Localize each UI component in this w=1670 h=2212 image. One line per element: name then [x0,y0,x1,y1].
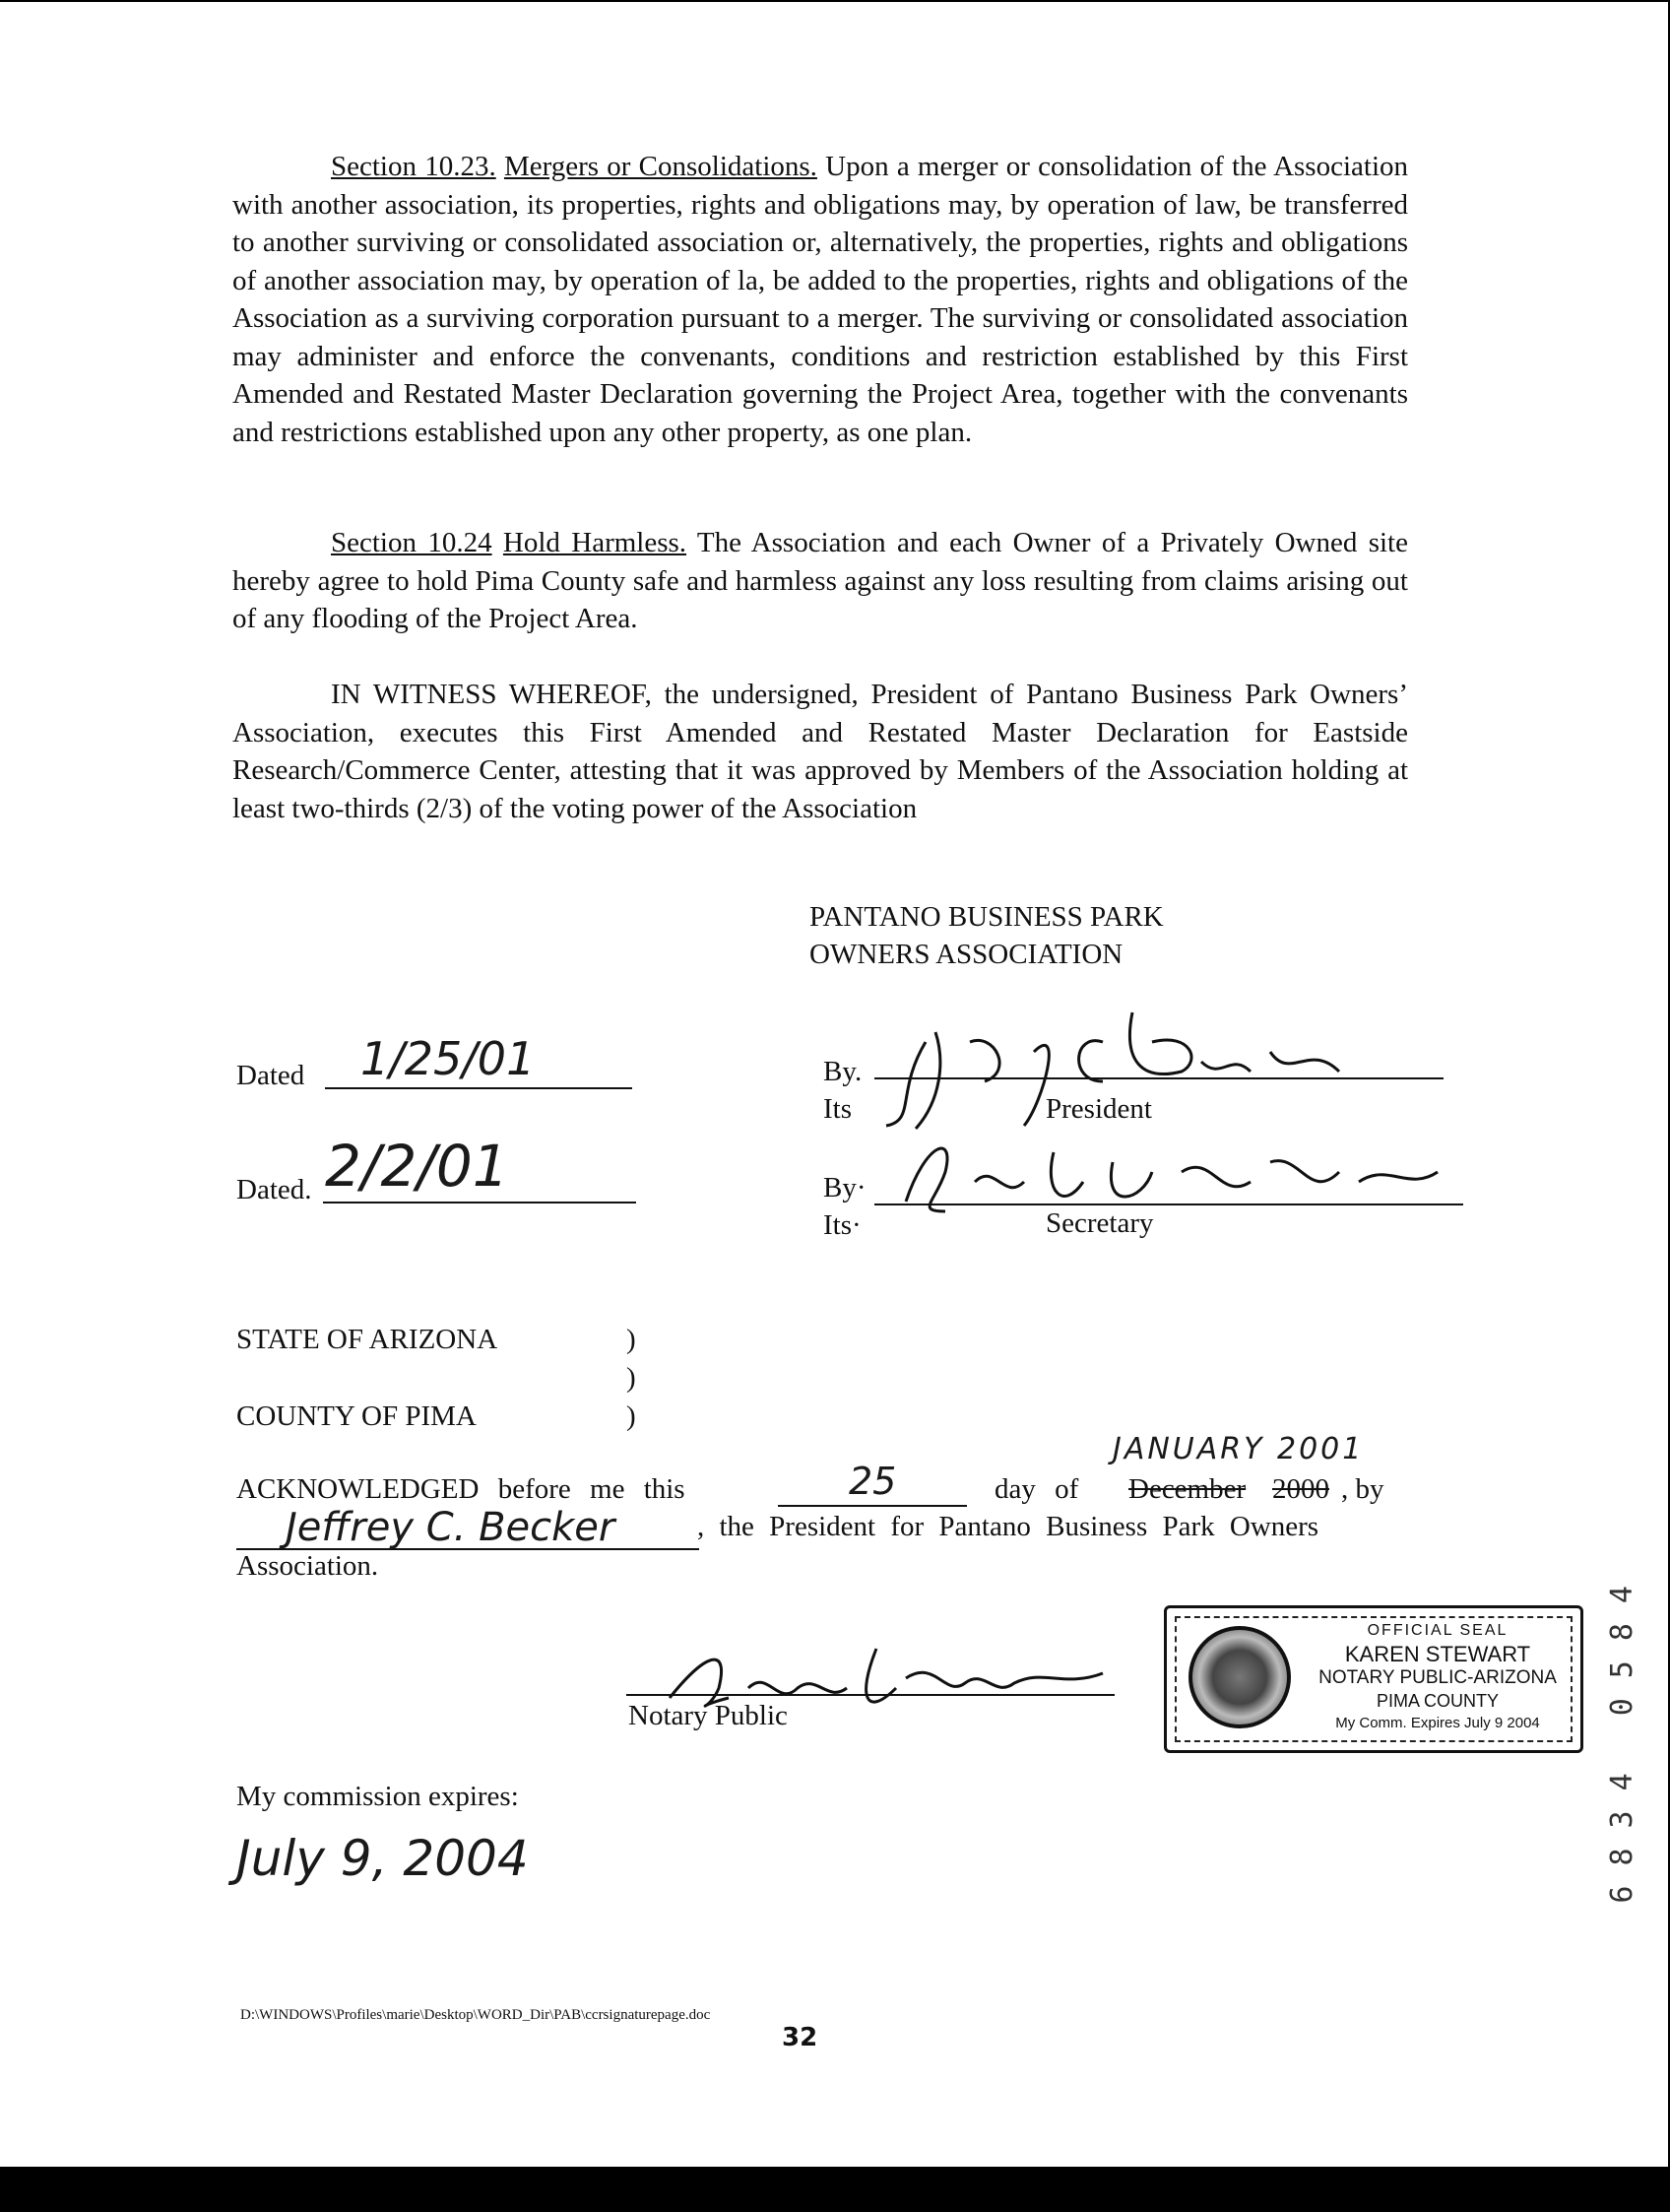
notary-seal [1164,1605,1583,1753]
president-signature [876,1003,1428,1133]
venue-paren-3: ) [626,1400,636,1432]
dated-label-1: Dated [236,1060,305,1091]
dated-line-1 [325,1087,632,1089]
president-title: President [1046,1093,1152,1125]
ack-month-struck: December [1128,1473,1247,1505]
page-number: 32 [782,2023,818,2052]
ack-day-handwritten: 25 [849,1460,897,1503]
section-10-24-body: The Association and each Owner of a Privately Owned site hereby agree to hold Pima County safe and harmless against any loss resulting from claims arising out of any flooding of the Project Area. [232,527,1408,634]
its-label-2: Its· [823,1209,862,1241]
seal-line-5: My Comm. Expires July 9 2004 [1335,1715,1540,1731]
by-label-1: By. [823,1056,863,1087]
venue-paren-2: ) [626,1362,636,1394]
secretary-title: Secretary [1046,1207,1154,1239]
dated-line-2 [323,1202,636,1204]
seal-line-2: KAREN STEWART [1344,1642,1531,1666]
arizona-state-seal-icon [1188,1626,1291,1728]
ack-rest: , the President for Pantano Business Park Owners [697,1511,1319,1542]
footer-file-path: D:\WINDOWS\Profiles\marie\Desktop\WORD_Dir\PAB\ccrsignaturepage.doc [240,2007,711,2023]
recording-number-stamp: 6834 0584 [1605,1566,1639,1904]
venue-paren-1: ) [626,1324,636,1355]
dated-label-2: Dated. [236,1174,312,1205]
dated-value-2: 2/2/01 [325,1133,509,1200]
section-10-24-paragraph [232,524,1408,638]
state-label: STATE OF ARIZONA [236,1324,498,1355]
section-10-23-body: Upon a merger or consolidation of the Association with another association, its properties, rights and obligations may, by operation of law, be transferred to another surviving or consolidated association or, alternatively, the properties, rights and obligations of another association may, by operation of la, be added to the properties, rights and obligations of the Association as a surviving corporation pursuant to a merger. The surviving or consolidated association may administer and enforce the convenants, conditions and restriction established by this First Amended and Restated Master Declaration governing the Project Area, together with the convenants and restrictions established upon any other property, as one plan. [232,151,1408,448]
secretary-signature [886,1123,1457,1221]
section-10-24-heading: Section 10.24 [331,527,492,558]
ack-day-line [778,1505,967,1507]
dated-value-1: 1/25/01 [360,1032,536,1085]
county-label: COUNTY OF PIMA [236,1400,477,1432]
scan-border-top [0,0,1670,2]
commission-handwritten: July 9, 2004 [236,1830,529,1887]
by-label-2: By· [823,1172,867,1204]
notary-public-label: Notary Public [628,1700,788,1731]
ack-signer-handwritten: Jeffrey C. Becker [286,1505,615,1550]
commission-label: My commission expires: [236,1781,519,1812]
ack-month-handwritten: JANUARY 2001 [1113,1432,1365,1466]
org-name-line1: PANTANO BUSINESS PARK [809,901,1164,933]
ack-day-word: day of [995,1473,1079,1505]
org-name-line2: OWNERS ASSOCIATION [809,939,1124,970]
seal-line-4: PIMA COUNTY [1376,1691,1499,1711]
ack-year-struck: 2000 [1272,1473,1329,1505]
its-label-1: Its [823,1093,852,1125]
section-10-23-heading: Section 10.23. [331,151,496,182]
ack-prefix: ACKNOWLEDGED before me this [236,1473,685,1505]
witness-paragraph [232,676,1408,827]
witness-body: IN WITNESS WHEREOF, the undersigned, President of Pantano Business Park Owners’ Association, executes this First Amended and Restated Master Declaration for Eastside Research/Commerce Center, attesting that it was approved by Members of the Association holding at least two-thirds (2/3) of the voting power of the Association [232,679,1408,824]
section-10-23-paragraph [232,148,1408,451]
section-10-24-title: Hold Harmless. [502,527,687,558]
seal-line-1: OFFICIAL SEAL [1367,1622,1509,1639]
seal-line-3: NOTARY PUBLIC-ARIZONA [1318,1667,1557,1688]
ack-by: , by [1341,1473,1384,1505]
section-10-23-title: Mergers or Consolidations. [503,151,817,182]
scan-border-bottom [0,2167,1670,2212]
ack-end: Association. [236,1550,379,1582]
